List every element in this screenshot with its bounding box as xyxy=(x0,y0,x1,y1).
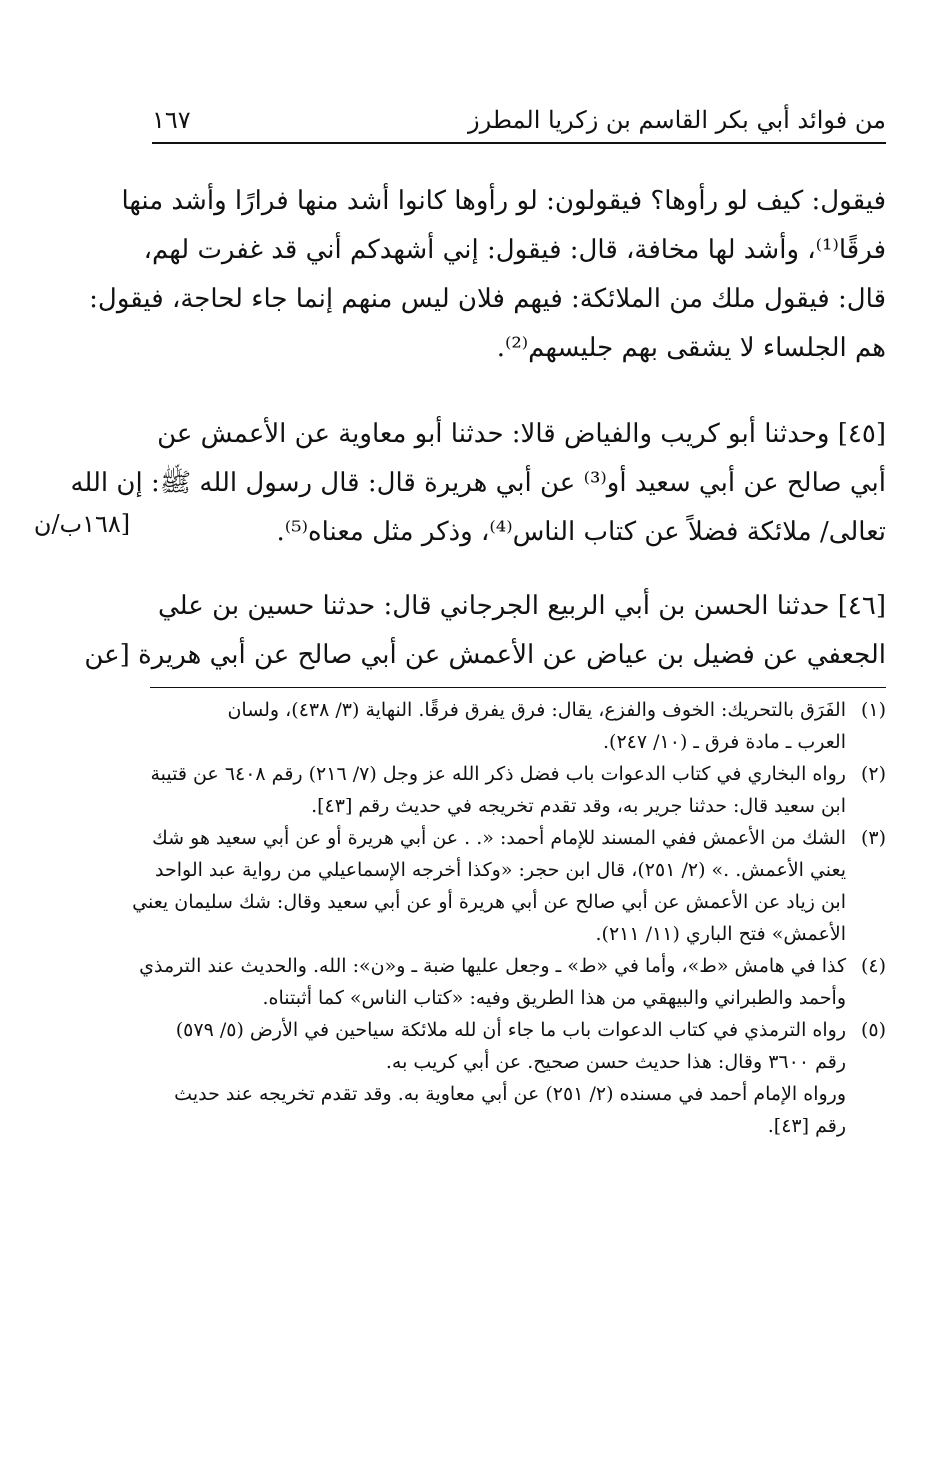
footnote-4 xyxy=(139,950,886,1014)
footnote-3 xyxy=(132,822,886,950)
footnote-5 xyxy=(150,1014,886,1142)
footnote-number: (٣) xyxy=(860,827,886,849)
text-line: قال: فيقول ملك من الملائكة: فيهم فلان ليس منهم إنما جاء لحاجة، فيقول: xyxy=(89,284,886,314)
running-header xyxy=(152,98,886,144)
text-line: فرقًا⁽¹⁾، وأشد لها مخافة، قال: فيقول: إني أشهدكم أني قد غفرت لهم، xyxy=(143,235,886,265)
footnote-line: كذا في هامش «ط»، وأما في «ط» ـ وجعل عليها ضبة ـ و«ن»: الله. والحديث عند الترمذي xyxy=(139,955,846,977)
running-title: من فوائد أبي بكر القاسم بن زكريا المطرز xyxy=(468,106,886,134)
text-line: هم الجلساء لا يشقى بهم جليسهم⁽²⁾. xyxy=(496,333,886,363)
footnote-number: (٤) xyxy=(860,955,886,977)
footnote-line: ورواه الإمام أحمد في مسنده (٢/ ٢٥١) عن أبي معاوية به. وقد تقدم تخريجه عند حديث xyxy=(174,1083,846,1105)
footnote-line: الفَرَق بالتحريك: الخوف والفزع، يقال: فرق يفرق فرقًا. النهاية (٣/ ٤٣٨)، ولسان xyxy=(227,699,846,721)
footnote-line: العرب ـ مادة فرق ـ (١٠/ ٢٤٧). xyxy=(603,731,846,753)
footnote-number: (٥) xyxy=(860,1019,886,1041)
text-line: أبي صالح عن أبي سعيد أو⁽³⁾ عن أبي هريرة قال: قال رسول الله ﷺ: إن الله xyxy=(70,468,886,498)
footnotes xyxy=(132,694,886,1142)
footnote-line: ابن زياد عن الأعمش عن أبي صالح عن أبي هريرة أو عن أبي سعيد وقال: شك سليمان يعني xyxy=(132,891,846,913)
footnote-1 xyxy=(150,694,886,758)
footnote-line: ابن سعيد قال: حدثنا جرير به، وقد تقدم تخريجه في حديث رقم [٤٣]. xyxy=(311,795,846,817)
paragraph-1 xyxy=(89,177,886,373)
footnote-line: رواه البخاري في كتاب الدعوات باب فضل ذكر الله عز وجل (٧/ ٢١٦) رقم ٦٤٠٨ عن قتيبة xyxy=(150,763,846,785)
footnote-line: الشك من الأعمش ففي المسند للإمام أحمد: «. . عن أبي هريرة أو عن أبي سعيد هو شك xyxy=(152,827,846,849)
footnote-line: رقم [٤٣]. xyxy=(767,1115,846,1137)
footnote-number: (١) xyxy=(860,699,886,721)
paragraph-3 xyxy=(84,582,886,680)
footnote-2 xyxy=(150,758,886,822)
page-number: ١٦٧ xyxy=(152,106,191,134)
footnote-line: رقم ٣٦٠٠ وقال: هذا حديث حسن صحيح. عن أبي كريب به. xyxy=(385,1051,846,1073)
text-line: تعالى/ ملائكة فضلاً عن كتاب الناس⁽⁴⁾، وذكر مثل معناه⁽⁵⁾. xyxy=(276,517,886,547)
margin-note: [١٦٨ب/ن xyxy=(33,510,131,538)
footnote-line: الأعمش» فتح الباري (١١/ ٢١١). xyxy=(595,923,846,945)
footnote-number: (٢) xyxy=(860,763,886,785)
footnote-line: يعني الأعمش. .» (٢/ ٢٥١)، قال ابن حجر: «وكذا أخرجه الإسماعيلي من رواية عبد الواحد xyxy=(155,859,846,881)
text-line: [٤٦] حدثنا الحسن بن أبي الربيع الجرجاني قال: حدثنا حسين بن علي xyxy=(158,591,886,621)
footnote-line: وأحمد والطبراني والبيهقي من هذا الطريق وفيه: «كتاب الناس» كما أثبتناه. xyxy=(262,987,846,1009)
footnote-separator xyxy=(150,687,886,688)
text-line: الجعفي عن فضيل بن عياض عن الأعمش عن أبي صالح عن أبي هريرة [عن xyxy=(84,640,886,670)
text-line: [٤٥] وحدثنا أبو كريب والفياض قالا: حدثنا أبو معاوية عن الأعمش عن xyxy=(157,419,886,449)
text-line: فيقول: كيف لو رأوها؟ فيقولون: لو رأوها كانوا أشد منها فرارًا وأشد منها xyxy=(121,186,886,216)
footnote-line: رواه الترمذي في كتاب الدعوات باب ما جاء أن لله ملائكة سياحين في الأرض (٥/ ٥٧٩) xyxy=(175,1019,846,1041)
